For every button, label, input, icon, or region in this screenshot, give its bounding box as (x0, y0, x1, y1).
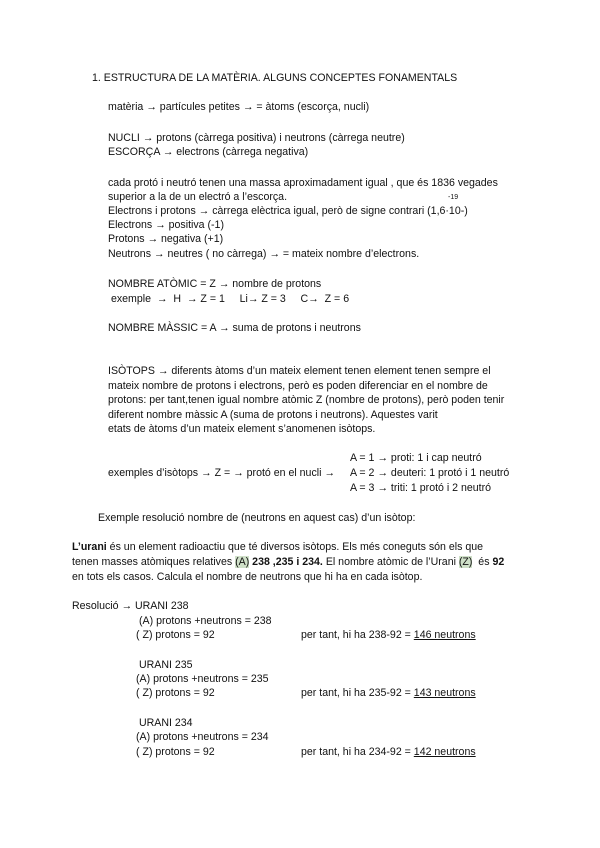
uranium-line-2-c: és (472, 556, 493, 568)
uranium-line-2-b: El nombre atòmic de l’Urani (322, 556, 459, 568)
u238-result: 146 neutrons (413, 629, 476, 641)
isotopes-line-4: diferent nombre màssic A (suma de protons i neutrons). Aquestes varit (108, 409, 438, 421)
isotopes-line-2: mateix nombre de protons i electrons, però es poden diferenciar en el nombre de (108, 380, 488, 392)
u238-z-line: ( Z) protons = 92 (136, 629, 215, 641)
isotope-example-proti: A = 1 → proti: 1 i cap neutró (350, 452, 482, 464)
matter-line: matèria → partícules petites → = àtoms (escorça, nucli) (108, 101, 370, 113)
u235-a-line: (A) protons +neutrons = 235 (136, 673, 269, 685)
atomic-number-line: NOMBRE ATÒMIC = Z → nombre de protons (108, 278, 322, 290)
u238-a-line: (A) protons +neutrons = 238 (139, 615, 272, 627)
uranium-line-1-text: és un element radioactiu que té diversos isòtops. Els més coneguts són els que (106, 541, 484, 553)
uranium-bold-term: L’urani (72, 541, 107, 553)
atomic-value-bold: 92 (492, 556, 505, 568)
highlight-z: (Z) (458, 556, 473, 568)
uranium-line-2 (72, 556, 504, 569)
resolution-lead: Resolució → URANI 238 (72, 600, 189, 612)
mass-values-bold: 238 ,235 i 234. (249, 556, 323, 568)
isotopes-line-5: etats de àtoms d’un mateix element s’anomenen isòtops. (108, 423, 376, 435)
uranium-line-3: en tots els casos. Calcula el nombre de neutrons que hi ha en cada isòtop. (72, 571, 423, 583)
u235-title: URANI 235 (139, 659, 193, 671)
isotopes-line-3: protons: per tant,tenen igual nombre atòmic Z (nombre de protons), però poden tenir (108, 394, 505, 406)
charge-line: Electrons i protons → càrrega elèctrica igual, però de signe contrari (1,6·10-) (108, 205, 468, 217)
mass-number-line: NOMBRE MÀSSIC = A → suma de protons i neutrons (108, 322, 361, 334)
highlight-a: (A) (235, 556, 250, 568)
section-heading: 1. ESTRUCTURA DE LA MATÈRIA. ALGUNS CONCEPTES FONAMENTALS (92, 72, 458, 84)
u235-result: 143 neutrons (413, 687, 476, 699)
isotopes-line-1: ISÒTOPS → diferents àtoms d’un mateix element tenen element tenen sempre el (108, 365, 491, 377)
u234-title: URANI 234 (139, 717, 193, 729)
atomic-example-line: exemple → H → Z = 1 Li→ Z = 3 C→ Z = 6 (108, 293, 350, 305)
u235-calc-line (301, 687, 476, 700)
u235-calc-text: per tant, hi ha 235-92 = (301, 687, 414, 699)
shell-line: ESCORÇA → electrons (càrrega negativa) (108, 146, 309, 158)
exponent-superscript: -19 (448, 194, 459, 201)
u238-calc-text: per tant, hi ha 238-92 = (301, 629, 414, 641)
isotope-example-triti: A = 3 → triti: 1 protó i 2 neutró (350, 482, 492, 494)
isotope-example-lead: exemples d’isòtops → Z = → protó en el nucli → (108, 467, 335, 479)
protons-line: Protons → negativa (+1) (108, 233, 224, 245)
u234-calc-line (301, 746, 476, 759)
u235-z-line: ( Z) protons = 92 (136, 687, 215, 699)
u238-calc-line (301, 629, 476, 642)
u234-a-line: (A) protons +neutrons = 234 (136, 731, 269, 743)
example-title: Exemple resolució nombre de (neutrons en aquest cas) d’un isòtop: (98, 512, 416, 524)
mass-comparison-line: cada protó i neutró tenen una massa aproximadament igual , que és 1836 vegades (108, 177, 498, 189)
neutrons-line: Neutrons → neutres ( no càrrega) → = mateix nombre d’electrons. (108, 248, 420, 260)
mass-comparison-line-2: superior a la de un electró a l’escorça. (108, 191, 288, 203)
isotope-example-deuteri: A = 2 → deuteri: 1 protó i 1 neutró (350, 467, 510, 479)
nucleus-line: NUCLI → protons (càrrega positiva) i neutrons (càrrega neutre) (108, 132, 405, 144)
uranium-line-1 (72, 541, 483, 554)
u234-calc-text: per tant, hi ha 234-92 = (301, 746, 414, 758)
u234-z-line: ( Z) protons = 92 (136, 746, 215, 758)
uranium-line-2-a: tenen masses atòmiques relatives (72, 556, 236, 568)
electrons-line: Electrons → positiva (-1) (108, 219, 224, 231)
u234-result: 142 neutrons (413, 746, 476, 758)
